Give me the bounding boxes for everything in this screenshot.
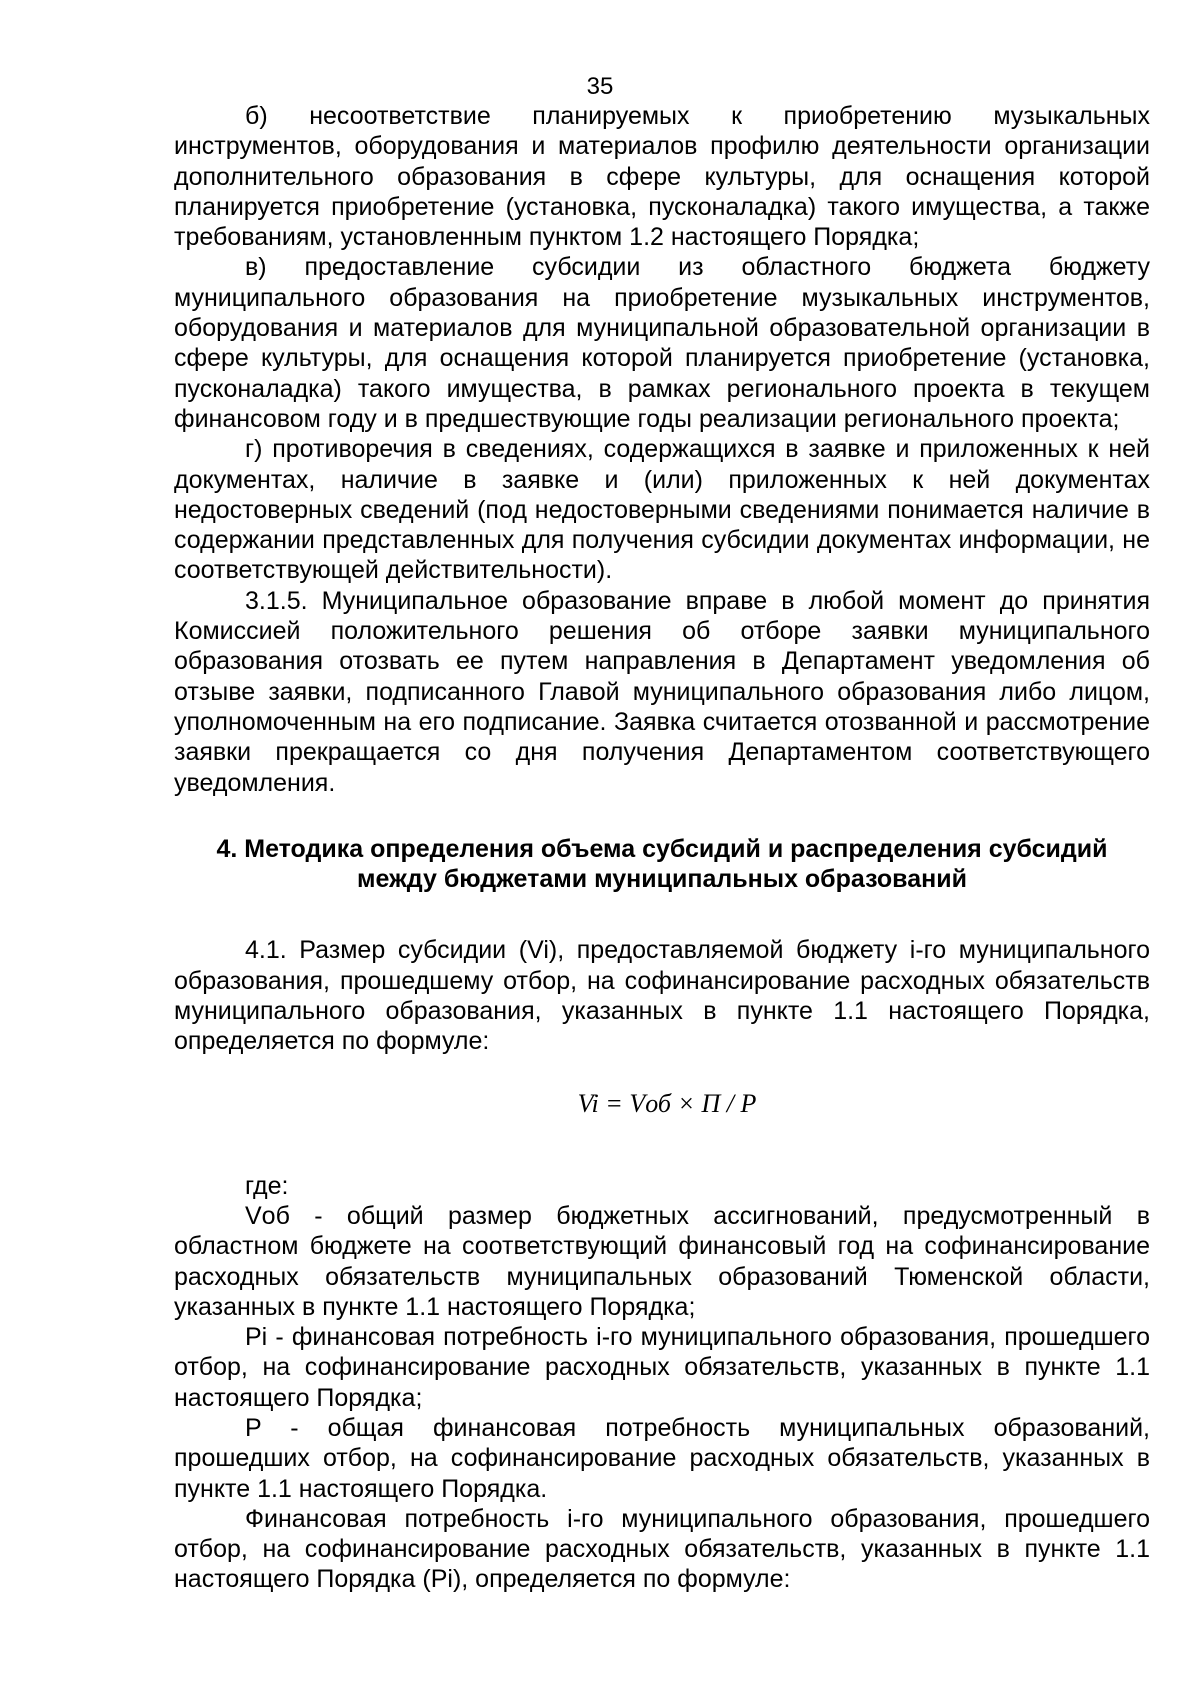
section-heading-line-2: между бюджетами муниципальных образований: [357, 865, 967, 894]
paragraph-p-definition: P - общая финансовая потребность муниципальных образований, прошедших отбор, на софинансирование расходных обязательств, указанных в пункте 1.1 настоящего Порядка.: [174, 1413, 1150, 1503]
paragraph-pi-formula-intro: Финансовая потребность i-го муниципального образования, прошедшего отбор, на софинансирование расходных обязательств, указанных в пункте 1.1 настоящего Порядка (Pi), определяется по формуле:: [174, 1504, 1150, 1594]
section-heading: [174, 834, 1150, 895]
paragraph-item-b: б) несоответствие планируемых к приобретению музыкальных инструментов, оборудования и материалов профилю деятельности организации дополнительного образования в сфере культуры, для оснащения которой планируется приобретение (установка, пусконаладка) такого имущества, а также требованиям, установленным пунктом 1.2 настоящего Порядка;: [174, 102, 1150, 252]
paragraph-item-g: г) противоречия в сведениях, содержащихся в заявке и приложенных к ней документах, наличие в заявке и (или) приложенных к ней документах недостоверных сведений (под недостоверными сведениями понимается наличие в содержании представленных для получения субсидии документах информации, не соответствующей действительности).: [174, 435, 1150, 585]
paragraph-3-1-5: 3.1.5. Муниципальное образование вправе в любой момент до принятия Комиссией положительного решения об отборе заявки муниципального образования отозвать ее путем направления в Департамент уведомления об отзыве заявки, подписанного Главой муниципального образования либо лицом, уполномоченным на его подписание. Заявка считается отозванной и рассмотрение заявки прекращается со дня получения Департаментом соответствующего уведомления.: [174, 586, 1150, 797]
document-body: [174, 101, 1150, 1595]
section-heading-line-1: 4. Методика определения объема субсидий и распределения субсидий: [216, 834, 1108, 863]
formula-vi: Vi = Vоб × П / Р: [577, 1088, 757, 1118]
paragraph-vob-definition: Vоб - общий размер бюджетных ассигнований, предусмотренный в областном бюджете на соответствующий финансовый год на софинансирование расходных обязательств муниципальных образований Тюменской области, указанных в пункте 1.1 настоящего Порядка;: [174, 1201, 1150, 1321]
page-number: 35: [586, 73, 614, 100]
paragraph-where: где:: [245, 1171, 289, 1200]
paragraph-pi-definition: Pi - финансовая потребность i-го муниципального образования, прошедшего отбор, на софинансирование расходных обязательств, указанных в пункте 1.1 настоящего Порядка;: [174, 1323, 1150, 1412]
paragraph-item-v: в) предоставление субсидии из областного бюджета бюджету муниципального образования на приобретение музыкальных инструментов, оборудования и материалов для муниципальной образовательной организации в сфере культуры, для оснащения которой планируется приобретение (установка, пусконаладка) такого имущества, в рамках регионального проекта в текущем финансовом году и в предшествующие годы реализации регионального проекта;: [174, 253, 1150, 433]
paragraph-4-1: 4.1. Размер субсидии (Vi), предоставляемой бюджету i-го муниципального образования, прошедшему отбор, на софинансирование расходных обязательств муниципального образования, указанных в пункте 1.1 настоящего Порядка, определяется по формуле:: [174, 936, 1150, 1056]
